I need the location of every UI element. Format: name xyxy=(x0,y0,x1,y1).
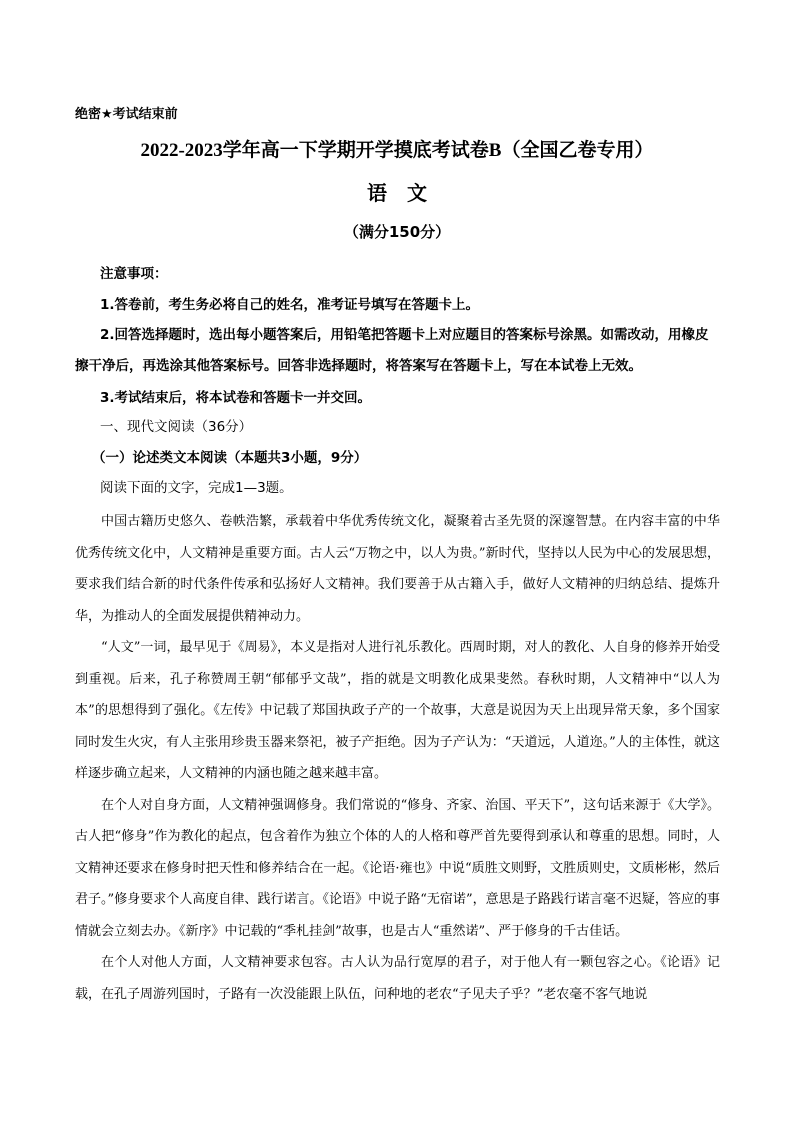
section-heading: 一、现代文阅读（36分） xyxy=(100,419,253,435)
note-item-1: 1.答卷前，考生务必将自己的姓名，准考证号填写在答题卡上。 xyxy=(100,297,480,313)
confidential-label: 绝密★考试结束前 xyxy=(75,107,178,122)
passage-paragraph: 在个人对自身方面，人文精神强调修身。我们常说的“修身、齐家、治国、平天下”，这句话来源于《大学》。古人把“修身”作为教化的起点，包含着作为独立个体的人的人格和尊严首先要得到承认和尊重的思想。同时，人文精神还要求在修身时把天性和修养结合在一起。《论语·雍也》中说“质胜文则野，文胜质则史，文质彬彬，然后君子。”修身要求个人高度自律、践行诺言。《论语》中说子路“无宿诺”，意思是子路践行诺言毫不迟疑，答应的事情就会立刻去办。《新序》中记载的“季札挂剑”故事，也是古人“重然诺”、严于修身的千古佳话。 xyxy=(75,797,720,939)
passage-paragraph: 在个人对他人方面，人文精神要求包容。古人认为品行宽厚的君子，对于他人有一颗包容之心。《论语》记载，在孔子周游列国时，子路有一次没能跟上队伍，问种地的老农“子见夫子乎？”老农毫不客气地说 xyxy=(75,955,720,1002)
passage-paragraph: “人文”一词，最早见于《周易》，本义是指对人进行礼乐教化。西周时期，对人的教化、人自身的修养开始受到重视。后来，孔子称赞周王朝“郁郁乎文哉”，指的就是文明教化成果斐然。春秋时期，人文精神中“以人为本”的思想得到了强化。《左传》中记载了郑国执政子产的一个故事，大意是说因为天上出现异常天象，多个国家同时发生火灾，有人主张用珍贵玉器来祭祀，被子产拒绝。因为子产认为：“天道远，人道迩。”人的主体性，就这样逐步确立起来，人文精神的内涵也随之越来越丰富。 xyxy=(75,640,720,781)
subsection-heading: （一）论述类文本阅读（本题共3小题，9分） xyxy=(92,450,368,466)
subject-title: 语文 xyxy=(367,181,447,205)
exam-title: 2022-2023学年高一下学期开学摸底考试卷B（全国乙卷专用） xyxy=(140,140,654,161)
passage xyxy=(75,506,720,1010)
reading-instruction: 阅读下面的文字，完成1—3题。 xyxy=(100,480,293,496)
notes-heading: 注意事项： xyxy=(100,266,168,282)
note-item-2: 2.回答选择题时，选出每小题答案后，用铅笔把答题卡上对应题目的答案标号涂黑。如需改动，用橡皮擦干净后，再选涂其他答案标号。回答非选择题时，将答案写在答题卡上，写在本试卷上无效。 xyxy=(75,327,709,374)
passage-paragraph: 中国古籍历史悠久、卷帙浩繁，承载着中华优秀传统文化，凝聚着古圣先贤的深邃智慧。在内容丰富的中华优秀传统文化中，人文精神是重要方面。古人云“万物之中，以人为贵。”新时代，坚持以人民为中心的发展思想，要求我们结合新的时代条件传承和弘扬好人文精神。我们要善于从古籍入手，做好人文精神的归纳总结、提炼升华，为推动人的全面发展提供精神动力。 xyxy=(75,514,720,624)
full-score: （满分150分） xyxy=(343,223,451,241)
note-item-3: 3.考试结束后，将本试卷和答题卡一并交回。 xyxy=(100,390,372,406)
